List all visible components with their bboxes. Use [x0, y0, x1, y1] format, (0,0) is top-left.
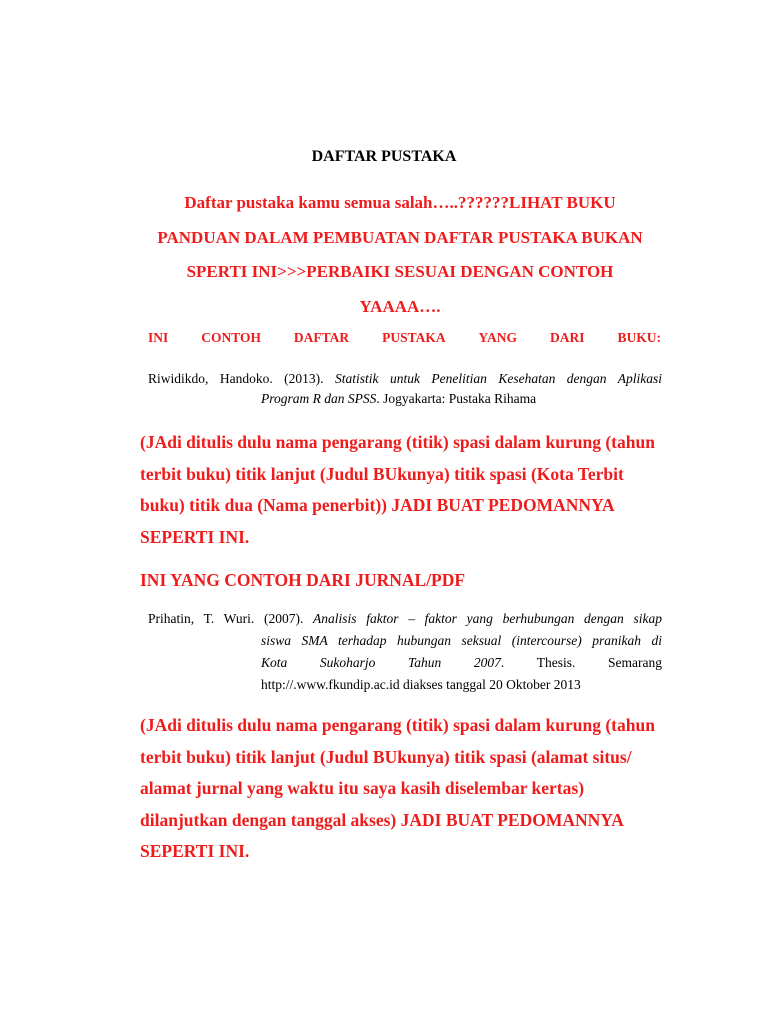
- note-line: (JAdi ditulis dulu nama pengarang (titik) spasi dalam kurung (tahun: [140, 715, 655, 735]
- heading-word: BUKU:: [617, 330, 661, 345]
- note-line: alamat jurnal yang waktu itu saya kasih diselembar kertas): [140, 778, 585, 798]
- ref-title: Statistik untuk Penelitian Kesehatan dengan Aplikasi: [334, 371, 662, 386]
- note-line: [140, 805, 655, 837]
- ref-author-year: Riwidikdo, Handoko. (2013).: [148, 371, 335, 386]
- note-line: terbit buku) titik lanjut (Judul BUkunya) titik spasi (alamat situs/: [140, 746, 632, 767]
- journal-reference-line: [148, 609, 662, 629]
- note-line: SEPERTI INI.: [140, 526, 250, 547]
- ref-word: Thesis.: [536, 655, 576, 670]
- note-text: buku) titik dua (Nama penerbit)): [140, 495, 387, 515]
- ref-title: siswa SMA terhadap hubungan seksual (intercourse) pranikah di: [261, 633, 662, 648]
- note-line: SEPERTI INI.: [140, 841, 250, 861]
- note-line: (JAdi ditulis dulu nama pengarang (titik) spasi dalam kurung (tahun: [140, 432, 655, 452]
- note-emphasis: JADI BUAT PEDOMANNYA: [391, 495, 615, 515]
- heading-word: DARI: [550, 330, 585, 345]
- note-text: dilanjutkan dengan tanggal akses): [140, 809, 397, 830]
- book-format-note: [140, 427, 655, 553]
- book-reference-line: [261, 389, 662, 409]
- ref-title: Program R dan SPSS: [261, 391, 377, 406]
- warning-line: SPERTI INI>>>PERBAIKI SESUAI DENGAN CONTOH: [186, 262, 614, 281]
- warning-message: [140, 186, 660, 324]
- journal-example-heading: INI YANG CONTOH DARI JURNAL/PDF: [140, 570, 466, 590]
- ref-author-year: Prihatin, T. Wuri. (2007).: [148, 611, 314, 626]
- note-line: [140, 490, 655, 522]
- heading-word: INI: [148, 330, 169, 345]
- heading-word: CONTOH: [201, 330, 261, 345]
- ref-publisher: . Jogyakarta: Pustaka Rihama: [376, 391, 537, 406]
- note-emphasis: JADI BUAT PEDOMANNYA: [400, 809, 624, 830]
- warning-line: Daftar pustaka kamu semua salah…..??????LIHAT BUKU: [184, 193, 616, 212]
- note-line: terbit buku) titik lanjut (Judul BUkunya) titik spasi (Kota Terbit: [140, 463, 624, 484]
- ref-word: Tahun: [407, 655, 442, 670]
- book-reference-line: [148, 369, 662, 389]
- journal-reference-line: http://.www.fkundip.ac.id diakses tanggal 20 Oktober 2013: [261, 677, 581, 692]
- heading-word: PUSTAKA: [382, 330, 446, 345]
- journal-reference-line: [261, 653, 662, 673]
- heading-word: YANG: [478, 330, 518, 345]
- journal-reference-line: [261, 631, 662, 651]
- ref-word: Semarang: [608, 655, 662, 670]
- page-title: DAFTAR PUSTAKA: [311, 148, 457, 165]
- ref-title: Analisis faktor – faktor yang berhubungan dengan sikap: [313, 611, 663, 626]
- warning-line: PANDUAN DALAM PEMBUATAN DAFTAR PUSTAKA BUKAN: [157, 227, 643, 247]
- book-example-heading: [148, 329, 661, 347]
- ref-word: Kota: [261, 655, 288, 670]
- ref-word: Sukoharjo: [319, 655, 376, 670]
- heading-word: DAFTAR: [293, 330, 350, 345]
- journal-format-note: [140, 710, 655, 868]
- warning-line: YAAAA….: [359, 296, 441, 316]
- ref-word: 2007.: [473, 655, 505, 670]
